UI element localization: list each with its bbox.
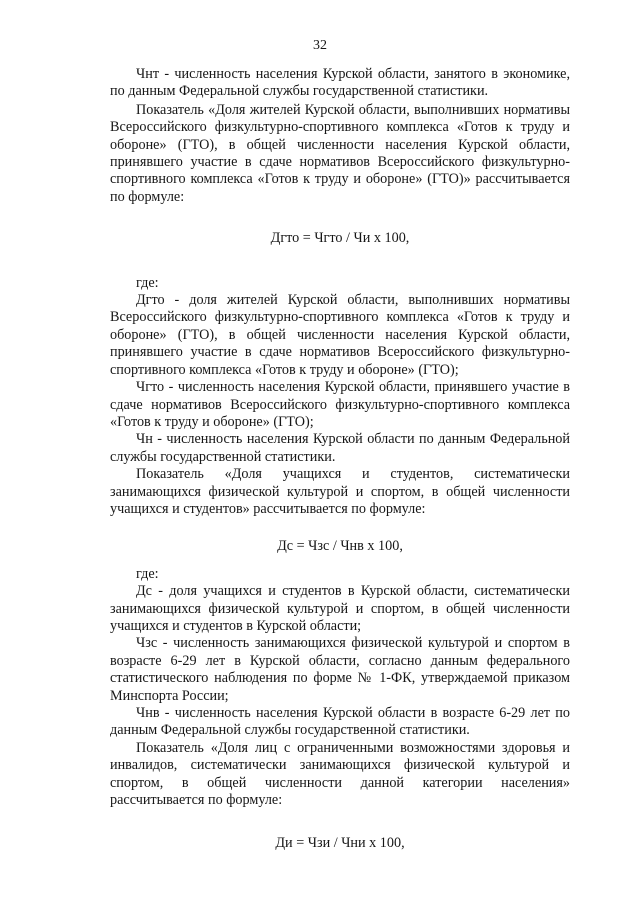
paragraph-students-indicator: Показатель «Доля учащихся и студентов, систематически занимающихся физической культурой и спортом, в общей численности учащихся и студентов» рассчитывается по формуле: xyxy=(110,466,570,517)
document-body xyxy=(110,66,570,853)
paragraph-ds-definition: Дс - доля учащихся и студентов в Курской области, систематически занимающихся физической культурой и спортом, в общей численности учащихся и студентов в Курской области; xyxy=(110,583,570,634)
paragraph-chzs-definition: Чзс - численность занимающихся физической культурой и спортом в возрасте 6-29 лет в Курской области, согласно данным федерального статистического наблюдения по форме № 1-ФК, утверждаемой приказом Минспорта России; xyxy=(110,635,570,704)
paragraph-dgto-definition: Дгто - доля жителей Курской области, выполнивших нормативы Всероссийского физкультурно-спортивного комплекса «Готов к труду и обороне» (ГТО), в общей численности населения Курской области, принявшего участие в сдаче нормативов Всероссийского физкультурно-спортивного комплекса «Готов к труду и обороне» (ГТО); xyxy=(110,292,570,378)
paragraph-gto-indicator: Показатель «Доля жителей Курской области, выполнивших нормативы Всероссийского физкультурно-спортивного комплекса «Готов к труду и обороне» (ГТО), в общей численности населения Курской области, принявшего участие в сдаче нормативов Всероссийского физкультурно-спортивного комплекса «Готов к труду и обороне» (ГТО)» рассчитывается по формуле: xyxy=(110,101,570,205)
paragraph-chnv-definition: Чнв - численность населения Курской области в возрасте 6-29 лет по данным Федеральной службы государственной статистики. xyxy=(110,705,570,739)
formula-disabled: Ди = Чзи / Чни х 100, xyxy=(275,835,405,852)
paragraph-chgto-definition: Чгто - численность населения Курской области, принявшего участие в сдаче нормативов Всероссийского физкультурно-спортивного комплекса «Готов к труду и обороне» (ГТО); xyxy=(110,379,570,430)
formula-students: Дс = Чзс / Чнв х 100, xyxy=(277,538,403,555)
page-number: 32 xyxy=(313,38,327,53)
where-label-students: где: xyxy=(136,565,159,582)
formula-gto: Дгто = Чгто / Чи х 100, xyxy=(270,230,410,247)
paragraph-chnt-definition: Чнт - численность населения Курской области, занятого в экономике, по данным Федеральной службы государственной статистики. xyxy=(110,66,570,100)
paragraph-chn-definition: Чн - численность населения Курской области по данным Федеральной службы государственной статистики. xyxy=(110,431,570,465)
paragraph-disabled-indicator: Показатель «Доля лиц с ограниченными возможностями здоровья и инвалидов, систематически занимающихся физической культурой и спортом, в общей численности данной категории населения» рассчитывается по формуле: xyxy=(110,739,570,809)
where-label-gto: где: xyxy=(136,274,159,291)
